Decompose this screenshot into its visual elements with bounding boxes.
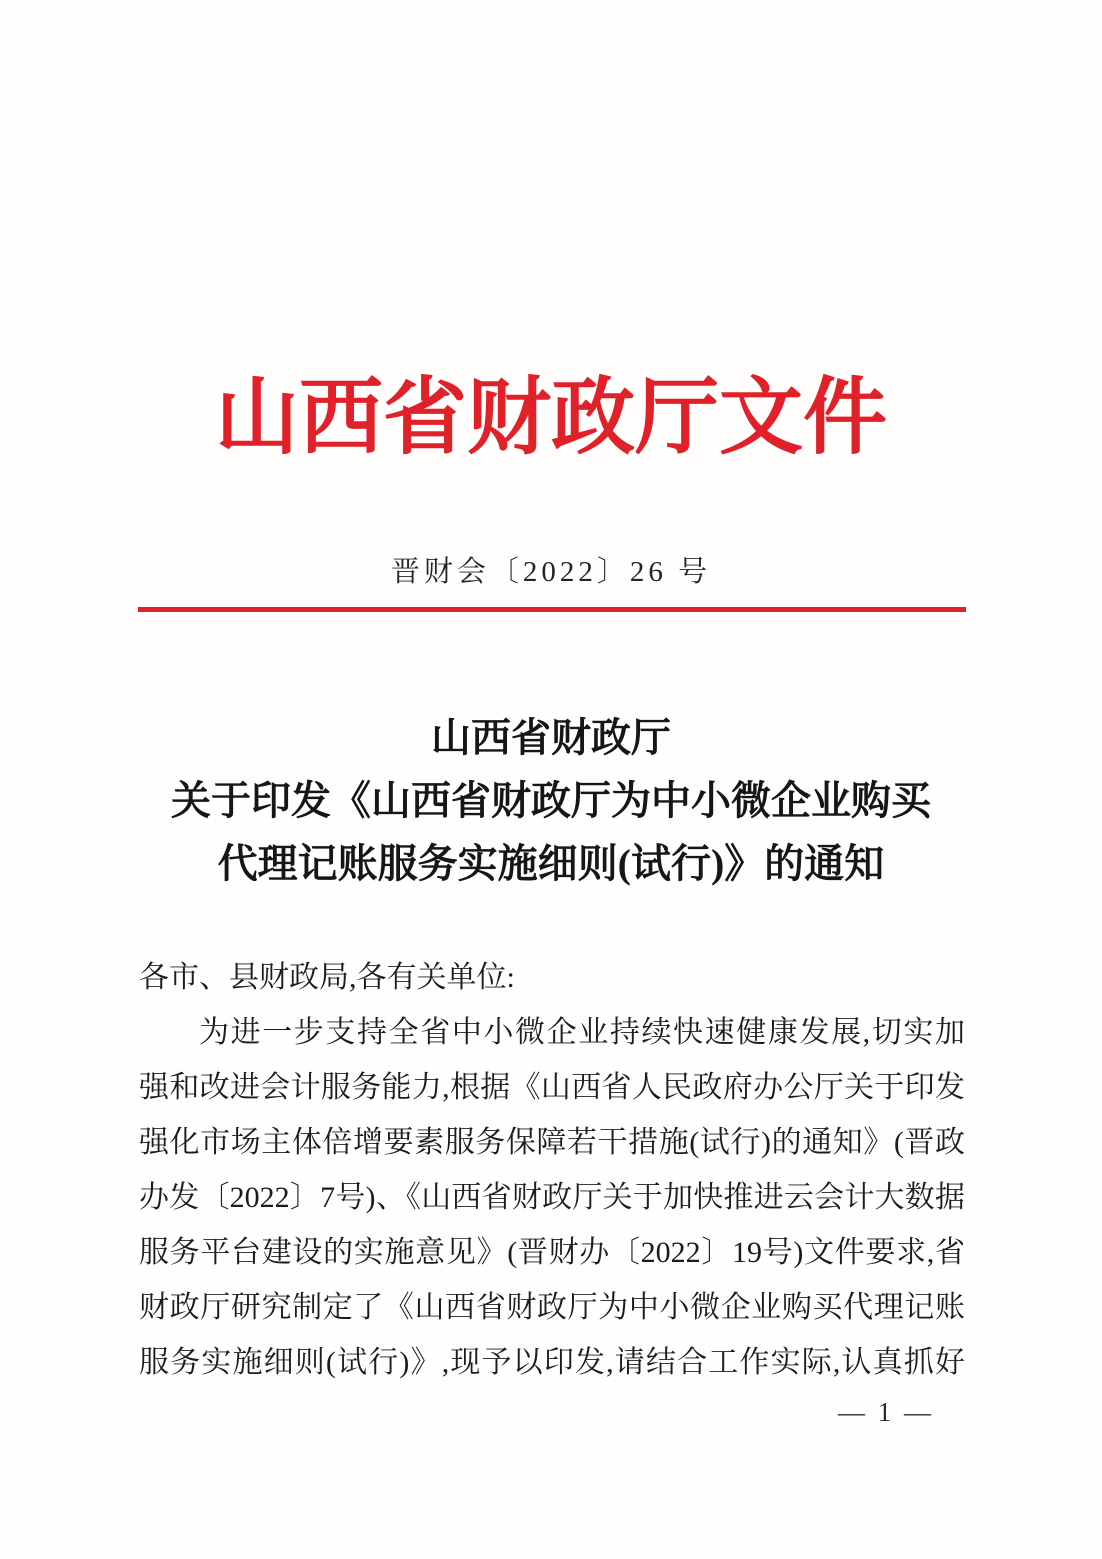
paragraph-line: 为进一步支持全省中小微企业持续快速健康发展,切实加 [199, 1016, 965, 1049]
letterhead-title: 山西省财政厅文件 [214, 372, 887, 465]
notice-body [139, 950, 965, 1390]
document-reference-number: 晋财会〔2022〕26 号 [390, 556, 712, 588]
notice-title-line: 代理记账服务实施细则(试行)》的通知 [217, 841, 885, 886]
letterhead-divider-line [138, 607, 966, 612]
notice-title-line: 山西省财政厅 [431, 715, 671, 760]
salutation-line: 各市、县财政局,各有关单位: [139, 961, 515, 994]
notice-title [0, 706, 1102, 895]
paragraph-line: 服务实施细则(试行)》,现予以印发,请结合工作实际,认真抓好 [139, 1346, 965, 1379]
page-number: — 1 — [838, 1397, 934, 1427]
paragraph-line: 办发〔2022〕7号)、《山西省财政厅关于加快推进云会计大数据 [139, 1181, 965, 1214]
paragraph-line: 强和改进会计服务能力,根据《山西省人民政府办公厅关于印发 [139, 1071, 965, 1104]
paragraph-line: 强化市场主体倍增要素服务保障若干措施(试行)的通知》(晋政 [139, 1126, 965, 1159]
paragraph-line: 服务平台建设的实施意见》(晋财办〔2022〕19号)文件要求,省 [139, 1236, 965, 1269]
paragraph-line: 财政厅研究制定了《山西省财政厅为中小微企业购买代理记账 [139, 1291, 965, 1324]
notice-title-line: 关于印发《山西省财政厅为中小微企业购买 [171, 778, 931, 823]
